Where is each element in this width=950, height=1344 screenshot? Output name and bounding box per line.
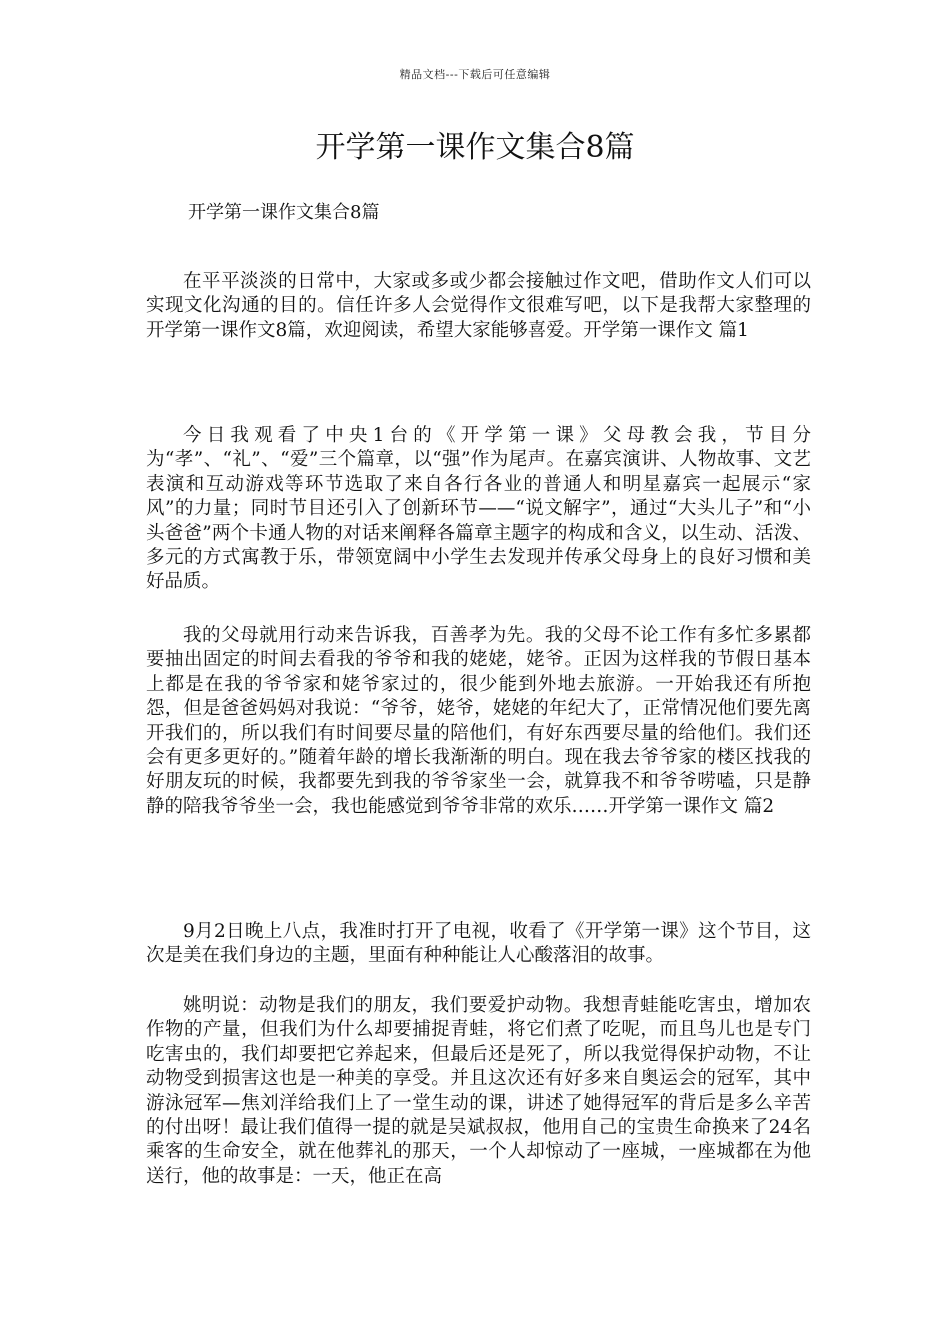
paragraph-essay2-part2: 姚明说：动物是我们的朋友，我们要爱护动物。我想青蛙能吃害虫，增加农作物的产量，但我们为什么却要捕捉青蛙，将它们煮了吃呢，而且鸟儿也是专门吃害虫的，我们却要把它养起来，但最后还是死了，所以我觉得保护动物，不让动物受到损害这也是一种美的享受。并且这次还有好多来自奥运会的冠军，其中游泳冠军—焦刘洋给我们上了一堂生动的课，讲述了她得冠军的背后是多么辛苦的付出呀！最让我们值得一提的就是吴斌叔叔，他用自己的宝贵生命换来了24名乘客的生命安全，就在他葬礼的那天，一个人却惊动了一座城，一座城都在为他送行，他的故事是：一天，他正在高 [146, 995, 811, 1187]
paragraph-intro: 在平平淡淡的日常中，大家或多或少都会接触过作文吧，借助作文人们可以实现文化沟通的目的。信任许多人会觉得作文很难写吧，以下是我帮大家整理的开学第一课作文8篇，欢迎阅读，希望大家能够喜爱。开学第一课作文 篇1 [146, 271, 811, 341]
paragraph-essay1-part2: 我的父母就用行动来告诉我，百善孝为先。我的父母不论工作有多忙多累都要抽出固定的时间去看我的爷爷和我的姥姥，姥爷。正因为这样我的节假日基本上都是在我的爷爷家和姥爷家过的，很少能到外地去旅游。一开始我还有所抱怨，但是爸爸妈妈对我说：“爷爷，姥爷，姥姥的年纪大了，正常情况他们要先离开我们的，所以我们有时间要尽量的陪他们，有好东西要尽量的给他们。我们还会有更多更好的。”随着年龄的增长我渐渐的明白。现在我去爷爷家的楼区找我的好朋友玩的时候，我都要先到我的爷爷家坐一会，就算我不和爷爷唠嗑，只是静静的陪我爷爷坐一会，我也能感觉到爷爷非常的欢乐……开学第一课作文 篇2 [146, 625, 811, 817]
paragraph-essay1-part1: 今日我观看了中央1台的《开学第一课》父母教会我，节目分为“孝”、“礼”、“爱”三个篇章，以“强”作为尾声。在嘉宾演讲、人物故事、文艺表演和互动游戏等环节选取了来自各行各业的普通人和明星嘉宾一起展示“家风”的力量；同时节目还引入了创新环节——“说文解字”，通过“大头儿子”和“小头爸爸”两个卡通人物的对话来阐释各篇章主题字的构成和含义，以生动、活泼、多元的方式寓教于乐，带领宽阔中小学生去发现并传承父母身上的良好习惯和美好品质。 [146, 425, 811, 593]
document-subtitle: 开学第一课作文集合8篇 [188, 202, 380, 223]
document-title: 开学第一课作文集合8篇 [315, 130, 635, 165]
paragraph-essay2-part1: 9月2日晚上八点，我准时打开了电视，收看了《开学第一课》这个节目，这次是美在我们身边的主题，里面有种种能让人心酸落泪的故事。 [146, 921, 811, 967]
header-note: 精品文档---下载后可任意编辑 [399, 68, 551, 81]
